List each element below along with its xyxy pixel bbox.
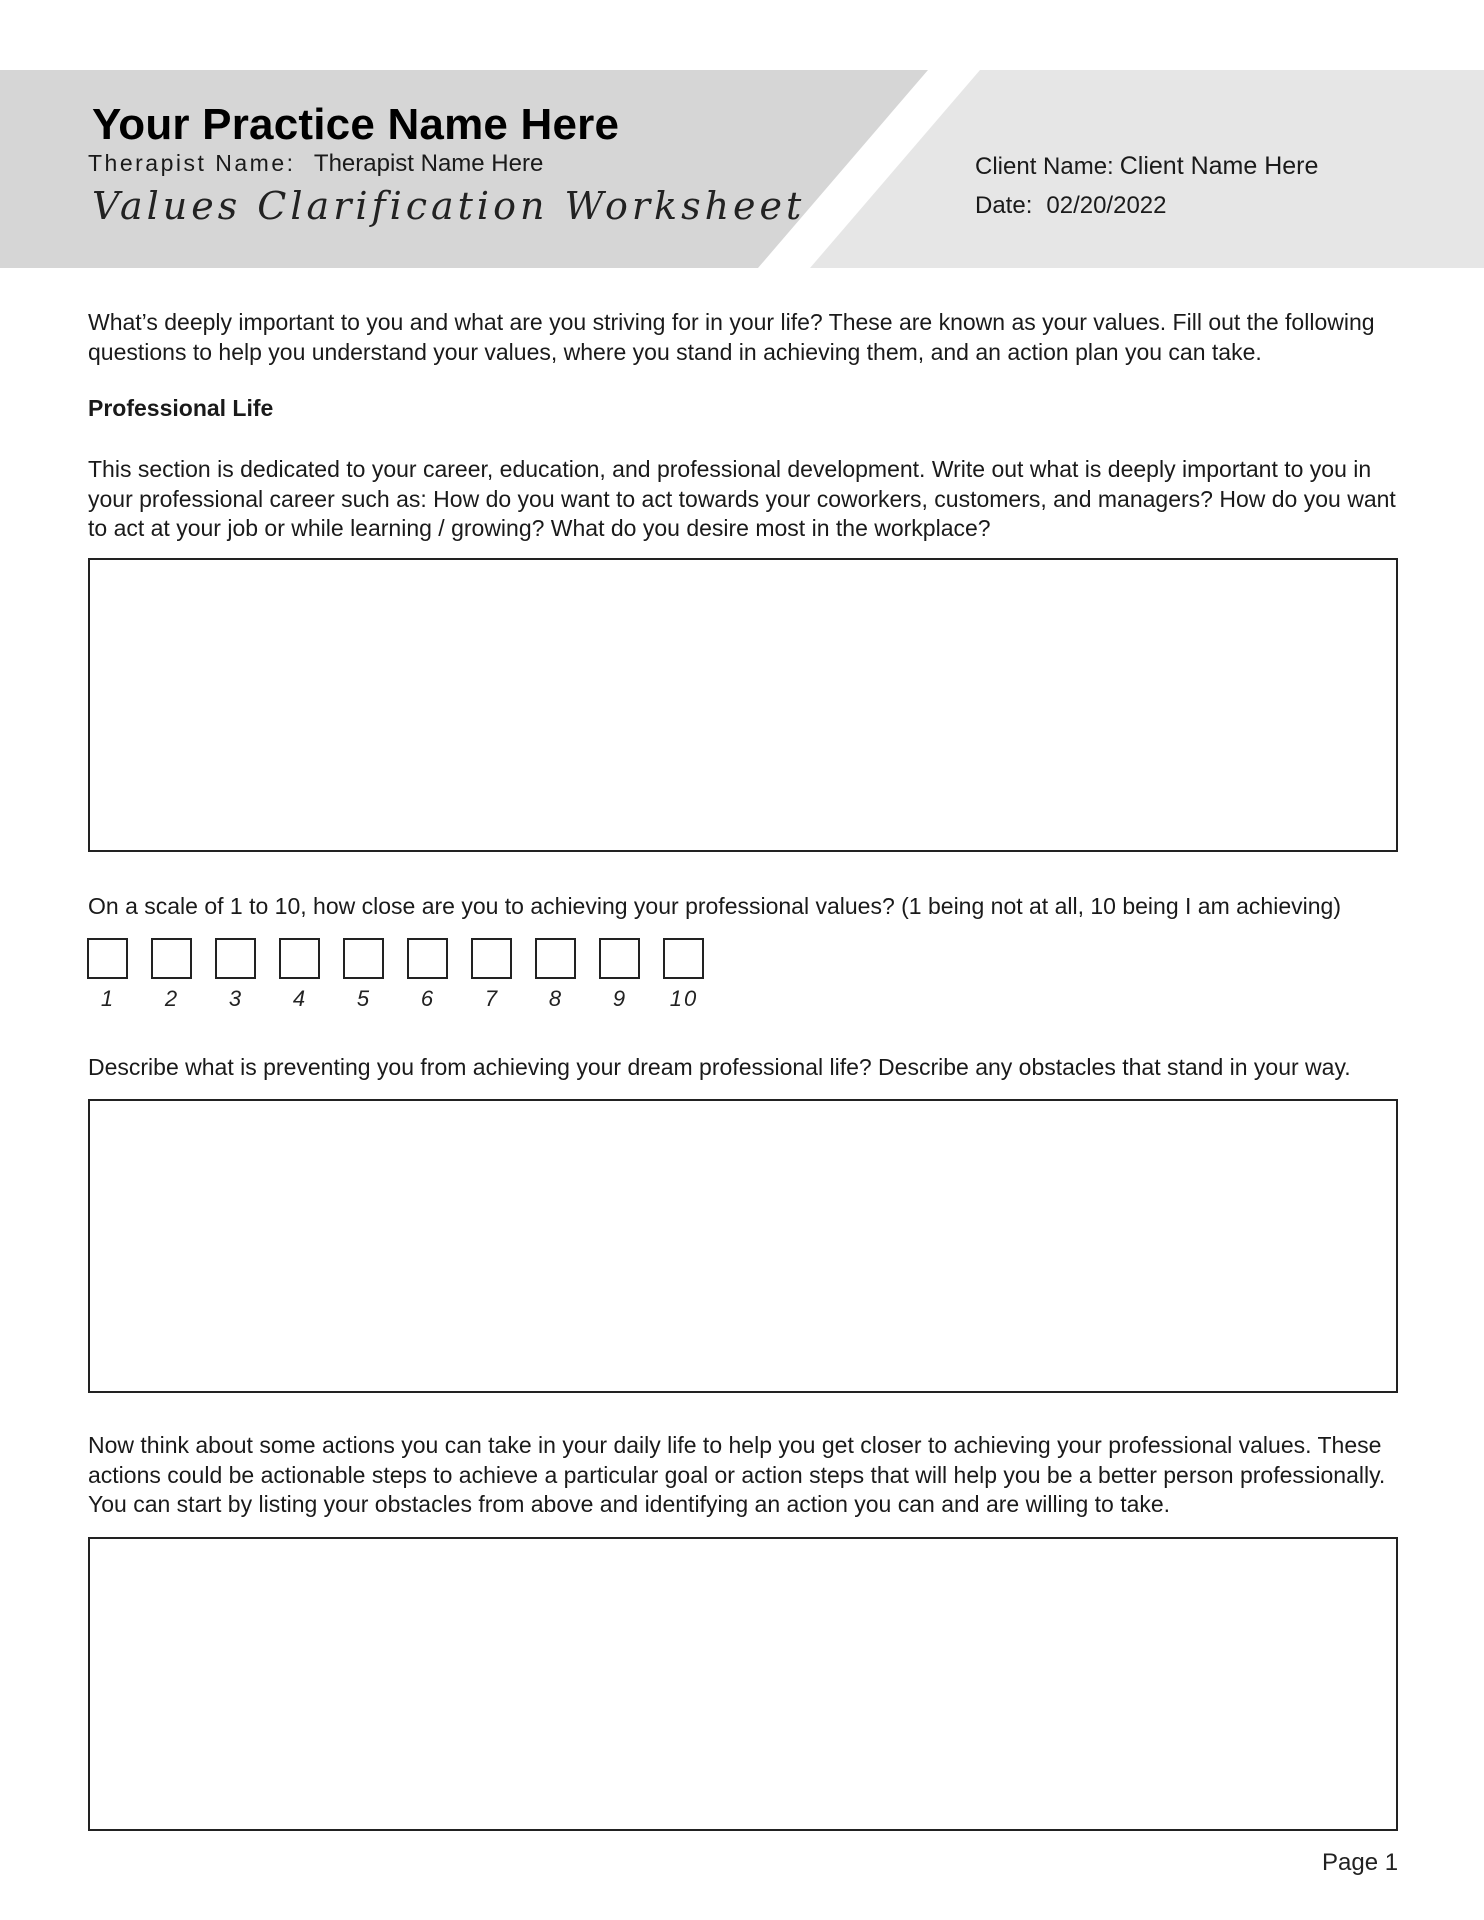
practice-name: Your Practice Name Here [92,100,620,149]
date-row [975,192,1167,220]
scale-label: 5 [356,986,372,1011]
scale-option[interactable] [599,938,641,1011]
scale-label: 6 [420,986,436,1011]
obstacles-answer-box[interactable] [88,1099,1398,1393]
scale-label: 8 [548,986,564,1011]
scale-option[interactable] [215,938,257,1011]
checkbox[interactable] [663,938,704,979]
values-prompt: This section is dedicated to your career, education, and professional development. Write out what is deeply important to you in your professional career such as: How do you want to act towards your coworkers, customers, and managers? How do you want to act at your job or while learning / growing? What do you desire most in the workplace? [88,456,1396,541]
scale-option[interactable] [343,938,385,1011]
checkbox[interactable] [471,938,512,979]
scale-option[interactable] [663,938,705,1011]
client-value[interactable]: Client Name Here [1119,152,1319,180]
scale-label: 10 [669,986,699,1011]
therapist-label: Therapist Name: [88,150,296,176]
scale-option[interactable] [535,938,577,1011]
date-label: Date: [975,192,1033,219]
scale-label: 4 [292,986,308,1011]
checkbox[interactable] [151,938,192,979]
scale-label: 9 [612,986,628,1011]
section-heading: Professional Life [88,395,274,421]
obstacles-prompt: Describe what is preventing you from achieving your dream professional life? Describe any obstacles that stand in your way. [88,1054,1351,1080]
scale-option[interactable] [87,938,129,1011]
checkbox[interactable] [279,938,320,979]
scale-option[interactable] [407,938,449,1011]
checkbox[interactable] [599,938,640,979]
checkbox[interactable] [407,938,448,979]
scale-option[interactable] [279,938,321,1011]
checkbox[interactable] [215,938,256,979]
values-answer-box[interactable] [88,558,1398,852]
scale-question: On a scale of 1 to 10, how close are you to achieving your professional values? (1 being not at all, 10 being I am achieving) [88,893,1341,919]
date-value[interactable]: 02/20/2022 [1046,192,1167,219]
checkbox[interactable] [343,938,384,979]
scale-label: 3 [228,986,244,1011]
scale-label: 7 [484,986,500,1011]
actions-answer-box[interactable] [88,1537,1398,1831]
scale-option[interactable] [151,938,193,1011]
checkbox[interactable] [535,938,576,979]
scale-label: 1 [100,986,116,1011]
checkbox[interactable] [87,938,128,979]
scale-option[interactable] [471,938,513,1011]
scale-label: 2 [164,986,180,1011]
page-number: Page 1 [1322,1849,1399,1876]
therapist-row [88,150,543,178]
intro-text: What’s deeply important to you and what are you striving for in your life? These are known as your values. Fill out the following questions to help you understand your values, where you stand in achieving them, and an action plan you can take. [88,309,1375,365]
client-label: Client Name: [975,153,1114,180]
actions-prompt: Now think about some actions you can take in your daily life to help you get closer to achieving your professional values. These actions could be actionable steps to achieve a particular goal or action steps that will help you be a better person professionally. You can start by listing your obstacles from above and identifying an action you can and are willing to take. [88,1432,1386,1517]
worksheet-title: Values Clarification Worksheet [92,184,806,228]
client-row [975,152,1318,181]
therapist-value[interactable]: Therapist Name Here [313,150,544,177]
